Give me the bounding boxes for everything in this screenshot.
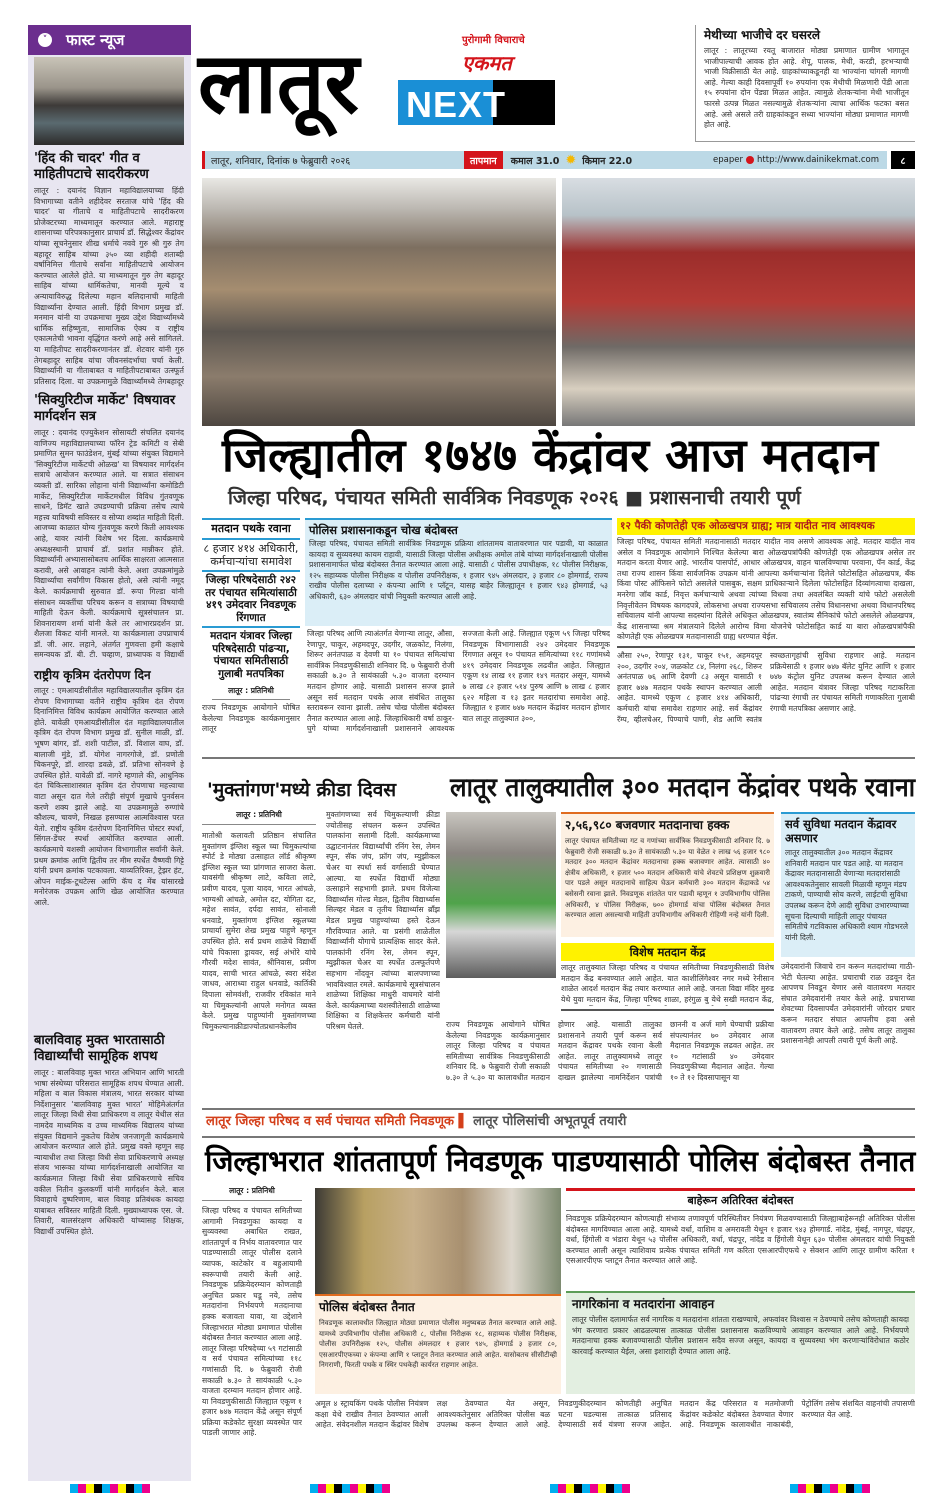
chevron-down-icon: ˅ bbox=[38, 33, 52, 47]
news-title: बालविवाह मुक्त भारतासाठी विद्यार्थ्यांची सामूहिक शपथ bbox=[34, 1033, 165, 1064]
highlight-text: मतदान पथके रवाना bbox=[202, 520, 300, 540]
top-right-story bbox=[695, 25, 915, 142]
story-body: लातूर : लातूरच्या रयतू बाजारात मोठ्या प्रमाणात ग्रामीण भागातून भाजीपाल्याची आवक होत आहे. शेपू, पालक, मेथी, करडी, हरभऱ्याची भाजी विक्रीसाठी येत आहे. ग्राहकांच्याकडूनही या भाज्यांना चांगली मागणी आहे. गेल्या काही दिवसापूर्वी १० रुपयांना एक मेथीची मिळणारी पेंडी आता १५ रुपयांना दोन पेंड्या मिळत आहेत. त्यामुळे शेतकऱ्यांना मेथी भाजीतून फारसे उत्पन्न मिळत नसल्यामुळे शेतकऱ्यांना त्याचा आर्थिक फटका बसत आहे. असे असले तरी ग्राहकांकडून सध्या भाज्यांना मोठ्या प्रमाणात मागणी होत आहे. bbox=[704, 46, 909, 130]
news-title: राष्ट्रीय कृत्रिम दंतरोपण दिन bbox=[34, 668, 151, 682]
kicker-red: लातूर जिल्हा परिषद व सर्व पंचायत समिती निवडणूक bbox=[206, 1114, 455, 1129]
box-body: लातूर पंचायत समितीच्या गट व गणांच्या सार्वत्रिक निवडणुकीसाठी शनिवार दि. ७ फेब्रुवारी रोजी सकाळी ७.३० ते सायंकाळी ५.३० या वेळेत २ लाख ५६ हजार ९८० मतदार ३०० मतदान केंद्रांवर मतदानाचा हक्क बजावणार आहेत. त्यासाठी ४० क्षेत्रीय अधिकारी, १ हजार ५०० मतदान अधिकारी यांचे शेवटचे प्रशिक्षण शुक्रवारी पार पडले असून मतदानाचे साहित्य घेऊन कर्मचारी ३०० मतदान केंद्राकडे ५४ बसेसनी रवाना झाले. निवडणूक शांततेत पार पडावी म्हणून १ उपविभागीय पोलिस अधिकारी, ४ पोलिस निरीक्षक, ७०० होमगार्ड यांचा पोलिस बंदोबस्त तैनात करण्यात आला असल्याची माहिती उपविभागीय अधिकारी रोहिणी नन्हे यांनी दिली. bbox=[565, 837, 770, 920]
box-body: लातूर तालुक्यातील ३०० मतदान केंद्रावर शनिवारी मतदान पार पडत आहे. या मतदान केंद्रावर मतदानासाठी येणाऱ्या मतदारांसाठी आवश्यकतेनुसार सावली मिळावी म्हणून मंडप टाकणे, पाण्याची सोय करणे, लाईटची सुविधा उपलब्ध करून देणे आदी सुविधा उभारण्याच्या सूचना दिल्याची माहिती लातूर पंचायत समितीचे गटविकास अधिकारी श्याम गोडभरले यांनी दिली. bbox=[785, 848, 909, 942]
box-title: २,५६,९८० बजवणार मतदानाचा हक्क bbox=[565, 818, 730, 832]
classroom-photo bbox=[34, 57, 184, 145]
muktangan-article bbox=[202, 810, 440, 1090]
temperature-label: तापमान bbox=[464, 151, 503, 169]
polling-material-distribution-photo bbox=[446, 812, 556, 978]
section-divider bbox=[202, 1136, 915, 1138]
article-body: जिल्हा परिषद व पंचायत समितीच्या आगामी निवडणुका कायदा व सुव्यवस्था अबाधित राखत, शांततापूर्ण व निर्भय वातावरणात पार पाडण्यासाठी लातूर पोलीस दलाने व्यापक, काटेकोर व बहुआयामी स्वरूपाची तयारी केली आहे. निवडणूक प्रक्रियेदरम्यान कोणताही अनुचित प्रकार घडू नये, तसेच मतदारांना निर्भयपणे मतदानाचा हक्क बजावता यावा, या उद्देशाने जिल्हाभरात मोठ्या प्रमाणात पोलीस बंदोबस्त तैनात करण्यात आला आहे. लातूर जिल्हा परिषदेच्या ५९ गटांसाठी व सर्व पंचायत समित्यांच्या ११८ गणांसाठी दि. ७ फेब्रुवारी रोजी सकाळी ७.३० ते सायंकाळी ५.३० वाजता दरम्यान मतदान होणार आहे. या निवडणुकीसाठी जिल्ह्यात एकूण १ हजार ७४७ मतदान केंद्रे असून संपूर्ण प्रक्रिया कडेकोट सुरक्षा व्यवस्थेत पार पाडली जाणार आहे. bbox=[202, 1206, 302, 1438]
byline: लातूर : प्रतिनिधी bbox=[212, 682, 290, 700]
fast-news-title: फास्ट न्यूज bbox=[66, 31, 125, 49]
box-body: जिल्हा परिषद, पंचायत समिती सार्वत्रिक निवडणूक प्रक्रिया शांततामय वातावरणात पार पडावी, या काळात कायदा व सुव्यवस्था कायम राहावी, यासाठी जिल्हा पोलीस अधीक्षक अमोल तांबे यांच्या मार्गदर्शनाखाली पोलीस प्रशासनामार्फत चोख बंदोबस्त तैनात करण्यात आला आहे. यासाठी ८ पोलीस उपाधीक्षक, १८ पोलीस निरीक्षक, १२५ सहाय्यक पोलीस निरीक्षक व पोलीस उपनिरीक्षक, १ हजार ९४५ अंमलदार, ३ हजार ८० होमगार्ड, राज्य राखीव पोलीस दलाच्या २ कंपन्या आणि १ प्लॅटून, यासह बाहेर जिल्ह्यातून १ हजार ९४३ होमगार्ड, ५३ अधिकारी, ६३० अंमलदार यांची नियुक्ती करण्यात आली आहे. bbox=[309, 539, 608, 601]
lead-article-body: जिल्हा परिषद आणि त्याअंतर्गत येणाऱ्या लातूर, औसा, रेणापूर, चाकूर, अहमदपूर, उदगीर, जळकोट, निलंगा, शिरूर अनंतपाळ व देवणी या १० पंचायत समित्यांचा सार्वत्रिक निवडणुकीसाठी शनिवार दि. ७ फेब्रुवारी रोजी सकाळी ७.३० ते सायंकाळी ५.३० वाजता दरम्यान मतदान होणार आहे. यासाठी प्रशासन सज्ज झाले असून सर्व मतदान पथके आज संबंधित तालुका स्तरावरून रवाना झाली. तसेच चोख पोलीस बंदोबस्त तैनात करण्यात आला आहे. जिल्हाधिकारी वर्षा ठाकूर-घुगे यांच्या मार्गदर्शनाखाली प्रशासनाने आवश्यक सज्जता केली आहे. जिल्ह्यात एकूण ५९ जिल्हा परिषद निवडणूक विभागासाठी २४२ उमेदवार निवडणूक रिंगणात असून १० पंचायत समित्यांच्या ११८ गणांमध्ये ४१९ उमेदवार निवडणूक लढवीत आहेत. जिल्ह्यात एकूण १४ लाख ११ हजार १४९ मतदार असून, यामध्ये ७ लाख ८२ हजार ५१४ पुरुष आणि ७ लाख ८ हजार ६२२ महिला व १३ इतर मतदारांचा समावेश आहे. जिल्ह्यात १ हजार ७४७ मतदान केंद्रांवर मतदान होणार यात लातूर तालुक्यात ३००, bbox=[307, 629, 610, 734]
highlight-text: ८ हजार ४१४ अधिकारी, कर्मचाऱ्यांचा समावेश bbox=[202, 540, 300, 572]
facility-box bbox=[781, 812, 915, 957]
box-title: पोलिस प्रशासनाकडून चोख बंदोबस्त bbox=[309, 523, 458, 537]
box-title: सर्व सुविधा मतदान केंद्रावर असणार bbox=[785, 817, 897, 845]
polling-bus-officials-photo bbox=[562, 178, 915, 426]
min-temp: किमान 22.0 bbox=[582, 155, 633, 167]
separator-icon: ▌ bbox=[458, 1114, 469, 1129]
masthead-title: लातूर bbox=[198, 34, 359, 132]
dateline: लातूर, शनिवार, दिनांक ७ फेब्रुवारी २०२६ bbox=[202, 151, 464, 169]
news-body: लातूर : दयानंद विज्ञान महाविद्यालयाच्या हिंदी विभागाच्या वतीने शहीदेवर सरताज यांचे 'हिंद की चादर' या गीताचे व माहितीपटाचे सादरीकरण प्रोजेक्टरच्या माध्यमातून करण्यात आले. महाराष्ट्र शासनाच्या परिपत्रकानुसार प्राचार्य डॉ. सिद्धेश्वर केंद्रांवर यांच्या सूचनेनुसार शीख धर्माचे नववे गुरु श्री गुरु तेग बहादूर साहिब यांच्या ३५० व्या शहीदी शताब्दी वर्षानिमित्त गीताचे सर्वांना माहितीपटाचे आयोजन करण्यात आलेले होते. या माध्यमातून गुरु तेग बहादूर साहिब यांच्या धार्मिकतेचा, मानवी मूल्ये व अन्यायाविरुद्ध दिलेल्या महान बलिदानाची माहिती विद्यार्थ्यांना देण्यात आली. हिंदी विभाग प्रमुख डॉ. मनमान यांनी या उपक्रमाचा मुख्य उद्देश विद्यार्थ्यांमध्ये धार्मिक सहिष्णुता, सामाजिक ऐक्य व राष्ट्रीय एकात्मतेची भावना वृद्धिंगत करणे आहे असे सांगितले. या माहितीपट सादरीकरणानंतर डॉ. शेटवार यांनी गुरु तेगबहादूर साहिब यांचा जीवनसंदर्भाचा चर्चा केली. विद्यार्थ्यांनी या गीताबाबत व माहितीपटाबाबत उत्स्फूर्त प्रतिसाद दिला. या उपक्रमामुळे विद्यार्थ्यांमध्ये तेगबहादूर bbox=[34, 186, 184, 386]
article-body: मातोश्री कलावती प्रतिष्ठान संचालित मुक्तांगण इंग्लिश स्कूल च्या चिमुकल्यांचा स्पोर्ट डे मोठ्या उत्साहात लॉर्ड श्रीकृष्ण इंग्लिश स्कूल च्या प्रांगणात साजरा केला. यावसंगी श्रीकृष्ण लाटे, कविता लाटे, प्रवीण यादव, पूजा यादव, भारत आंचळे, भाग्यश्री आंचळे, अमोल दट, योगिता दट, महेश सावंत, दर्पदा सावंत, सोनाली धनवाडे, मुक्तांगण इंग्लिश स्कूलच्या प्राचार्या सुमेरा शेख प्रमुख पाहुणे म्हणून उपस्थित होते. सर्व प्रथम शाळेचे विद्यार्थी यांचे पिकासा ड्रायवर, सई अंभोरे यांचे गौरवी मदेश सावंत, श्रीनिवास, प्रवीण यादव, साची भारत आंचळे, स्वरा संदेश जाधव, आराध्या राहुल धनवाडे, कार्तिकी दिपाला सोमवंशी, राजवीर रविकांत माने या चिमुकल्यांनी आपले मनोगत व्यक्त केले. प्रमुख पाहुण्यांनी मुक्तांगणच्या चिमुकल्यानाक्रीडाज्योतप्रधानकेलीव मुक्तांगणच्या सर्व चिमुकल्याणी क्रीडा ज्योतीसह संचलन करून उपस्थित पालकांना सलामी दिली. कार्यक्रमाच्या उद्घाटनानंतर विद्यार्थ्यांची रनिंग रेस, लेमन स्पून, सॅक जंप, फ्रॉग जंप, म्युझीकल चेअर या स्पर्धा सर्व वर्गासाठी घेण्यात आल्या. या स्पर्धेत विद्यार्थी मोठ्या उत्साहाने सहभागी झाले. प्रथम विजेत्या विद्यार्थ्यांस गोल्ड मेडल, द्वितीय विद्यार्थ्यास सिल्व्हर मेडल व तृतीय विद्यार्थ्यास ब्रॉंझ मेडल प्रमुख पाहुण्यांच्या हस्ते देऊन गौरविण्यात आले. या प्रसंगी शाळेतील विद्यार्थ्यांनी योगाचे प्रात्यक्षिक सादर केले. पालकांनी रनिंग रेस, लेमन स्पून, म्युझीकल चेअर या स्पर्धेत उत्स्फूर्तपणे सहभाग नोंदवून त्यांच्या बालपणाच्या भावविश्वात रमले. कार्यक्रमाचे सूत्रसंचालन शाळेच्या शिक्षिका माधुरी वाघमारे यांनी केले. कार्यक्रमाच्या यशस्वीतेसाठी शाळेच्या शिक्षिका व शिक्षकेत्तर कर्मचारी यांनी परिश्रम घेतले. bbox=[202, 810, 440, 1031]
news-title: 'सिक्युरिटीज मार्केट' विषयावर मार्गदर्शन सत्र bbox=[34, 393, 176, 424]
box-title: पोलिस बंदोबस्त तैनात bbox=[319, 1300, 415, 1314]
brand-tagline: पुरोगामी विचाराचे bbox=[462, 35, 525, 46]
section-divider bbox=[202, 1108, 915, 1110]
highlight-text: मतदान यंत्रावर जिल्हा परिषदेसाठी पांढऱ्या, पंचायत समितीसाठी गुलाबी मतपत्रिका bbox=[210, 630, 292, 680]
box-title: नागरिकांना व मतदारांना आवाहन bbox=[572, 1297, 715, 1311]
kicker-grey: लातूर पोलिसांची अभूतपूर्व तयारी bbox=[473, 1114, 627, 1129]
police-article-body: अमूल ४ स्ट्रायकिंग पथके पोलीस नियंत्रण कक्षा येथे राखीव तैनात ठेवण्यात आली आहेत. संवेदनशील मतदान केंद्रांवर विशेष लक्ष ठेवण्यात येत असून, आवश्यकतेनुसार अतिरिक्त पोलीस बळ उपलब्ध करून देण्यात आले आहे. निवडणुकीदरम्यान कोणतीही अनुचित घटना घडल्यास तात्काळ प्रतिसाद देण्यासाठी सर्व यंत्रणा सज्ज आहेत. मतदान केंद्र परिसरात व मतमोजणी केंद्रांवर कडेकोट बंदोबस्त ठेवण्यात येणार आहे. निवडणूक कालावधीत नाकाबंदी, पेट्रोलिंग तसेच संशयित वाहनांची तपासणी करण्यात येत आहे. bbox=[315, 1399, 915, 1430]
lead-sidebar bbox=[202, 518, 300, 753]
box-body: जिल्हा परिषद, पंचायत समिती मतदानासाठी मतदार यादीत नाव असणे आवश्यक आहे. मतदार यादीत नाव असेल व निवडणूक आयोगाने निश्चित केलेल्या बारा ओळखपत्रांपैकी कोणतेही एक ओळखपत्र असेल तर मतदान करता येणार आहे. भारतीय पासपोर्ट, आधार ओळखपत्र, वाहन चालविण्याचा परवाना, पॅन कार्ड, केंद्र तथा राज्य शासन किंवा सार्वजनिक उपक्रम यांनी आपल्या कर्मचाऱ्यांना दिलेले फोटोसहित ओळखपत्र, बँक किंवा पोस्ट ऑफिसने फोटो असलेले पासबुक, सक्षम प्राधिकाऱ्याने दिलेला फोटोसहित दिव्यांगत्वाचा दाखला, मनरेगा जॉब कार्ड, निवृत्त कर्मचाऱ्याचे अथवा त्यांच्या विधवा तथा अवलंबित व्यक्ती यांचे फोटो असलेली निवृत्तीवेतन विषयक कागदपत्रे, लोकसभा अथवा राज्यसभा सचिवालय तसेच विधानसभा अथवा विधानपरिषद सचिवालय यांनी आपल्या सदस्यांना दिलेले अधिकृत ओळखपत्र, स्वातंत्र्य सैनिकांचे फोटो असलेले ओळखपत्र, केंद्र शासनाच्या श्रम मंत्रालयाने दिलेले आरोग्य विमा योजनेचे फोटोसहित कार्ड या बारा ओळखपत्रांपैकी कोणतेही एक ओळखपत्र मतदानासाठी ग्राह्य धरण्यात येईल. bbox=[617, 537, 915, 642]
police-article bbox=[202, 1186, 302, 1476]
muktangan-headline: 'मुक्तांगण'मध्ये क्रीडा दिवस bbox=[207, 779, 397, 801]
news-body: लातूर : दयानंद एज्युकेशन सोसायटी संचलित दयानंद वाणिज्य महाविद्यालयाच्या फॉरेन ट्रेड कमिटी व सेबी प्रमाणित सुमन फाउंडेशन, मुंबई यांच्या संयुक्त विद्यमाने 'सिक्युरिटीज मार्केटची ओळख' या विषयावर मार्गदर्शन सत्राचे आयोजन करण्यात आले. या सत्रात संसाधन व्यक्ती डॉ. सारिका लोहाना यांनी विद्यार्थ्यांना कमोडिटी मार्केट, सिक्युरिटीज मार्केटमधील विविध गुंतवणूक साधने, डिमॅट खाते उघडण्याची प्रक्रिया तसेच त्याचे महत्त्व याविषयी सविस्तर व सोप्या शब्दांत माहिती दिली. आजच्या काळात योग्य गुंतवणूक करणे किती आवश्यक आहे, यावर त्यांनी विशेष भर दिला. कार्यक्रमाचे अध्यक्षस्थानी प्राचार्य डॉ. प्रशांत मान्नीकर होते. विद्यार्थ्यांनी अभ्यासासोबतच आर्थिक साक्षरता आत्मसात करावी, असे आवाहन त्यांनी केले. अशा उपक्रमांमुळे विद्यार्थ्यांचा सर्वांगीण विकास होतो, असे त्यांनी नमूद केले. कार्यक्रमाची सुरुवात डॉ. रूपा गिल्डा यांनी संसाधन व्यक्तींचा परिचय करून व सत्राच्या विषयाची माहिती देऊन केली. कार्यक्रमाचे सूत्रसंचालन प्रा. शिवनारायण शर्मा यांनी केले तर आभारप्रदर्शन प्रा. शैलजा विकट यांनी मानले. या कार्यक्रमाला उपप्राचार्य डॉ. जी. आर. लहाने, अंतर्गत गुणवत्ता हमी कक्षाचे समन्वयक डॉ. बी. टी. चव्हाण, प्राध्यापक व विद्यार्थी bbox=[34, 428, 184, 660]
globe-icon bbox=[746, 156, 754, 164]
police-security-box bbox=[305, 518, 612, 626]
taluka-headline: लातूर तालुक्यातील ३०० मतदान केंद्रांवर पथके रवाना bbox=[450, 773, 916, 803]
box-body: लातूर तालुक्यात जिल्हा परिषद व पंचायत समितीच्या निवडणुकीसाठी विशेष मतदान केंद्र बनवण्यात आले आहेत. यात काशीलिंगेश्वर नगर मध्ये रेनीसान शाळेत आदर्श मतदान केंद्र तयार करण्यात आले आहे. जनता विद्या मंदिर मुरुड येथे युवा मतदान केंद्र, जिल्हा परिषद शाळा, हरंगुळ बु येथे सखी मतदान केंद्र, bbox=[561, 963, 774, 1004]
lead-subhead: जिल्हा परिषद, पंचायत समिती सार्वत्रिक निवडणूक २०२६ ■ प्रशासनाची तयारी पूर्ण bbox=[228, 487, 801, 509]
police-route-march-photo bbox=[315, 1188, 561, 1294]
brand-logo: एकमत bbox=[462, 51, 512, 75]
fast-news-column bbox=[28, 25, 191, 1481]
story-title: मेथीच्या भाजीचे दर घसरले bbox=[704, 28, 821, 42]
taluka-article-body: राज्य निवडणूक आयोगाने घोषित केलेल्या निवडणूक कार्यक्रमानुसार लातूर जिल्हा परिषद व पंचायत समितीच्या सार्वत्रिक निवडणुकीसाठी शनिवार दि. ७ फेब्रुवारी रोजी सकाळी ७.३० ते ५.३० या कालावधीत मतदान होणार आहे. यासाठी तालुका प्रशासनाने तयारी पूर्ण करून सर्व मतदान केंद्रावर पथके रवाना केली आहेत. लातूर तालुक्यामध्ये लातूर पंचायत समितीच्या २० गणासाठी दाखल झालेल्या नामनिर्देशन पत्रांची छाननी व अर्ज मागे घेण्याची प्रक्रीया संपल्यानंतर ७० उमेदवार आज मैदानात निवडणूक लढवत आहेत. तर १० गटांसाठी ४० उमेदवार निवडणुकीच्या मैदानात आहेत. गेल्या १० ते १२ दिवसापासून या bbox=[446, 1020, 774, 1082]
sun-icon: ✹ bbox=[565, 152, 577, 168]
polling-staff-hall-photo bbox=[202, 178, 556, 426]
website-link[interactable]: http://www.dainikekmat.com bbox=[757, 155, 879, 165]
byline: लातूर : प्रतिनिधी bbox=[202, 810, 316, 825]
highlight-text: जिल्हा परिषदेसाठी २४२ तर पंचायत समित्यांसाठी ४१९ उमेदवार निवडणूक रिंगणात bbox=[202, 572, 300, 628]
page-number: ८ bbox=[891, 151, 915, 169]
id-proof-box bbox=[617, 518, 915, 750]
fast-news-header bbox=[28, 25, 191, 55]
citizen-appeal-box bbox=[566, 1291, 915, 1394]
lead-headline: जिल्ह्यातील १७४७ केंद्रांवर आज मतदान bbox=[222, 428, 878, 482]
police-headline: जिल्हाभरात शांततापूर्ण निवडणूक पाडण्यासाठी पोलिस बंदोबस्त तैनात bbox=[205, 1144, 916, 1178]
info-bar bbox=[202, 151, 915, 169]
article-body: उमेदवारांनी जिवाचे रान करून मतदारांच्या गाठी-भेटी घेतल्या आहेत. प्रचाराची राळ उडवून देत आपणच निवडून येणार असे वातावरण मतदार संघात उमेदवारांनी तयार केले आहे. प्रचाराच्या शेवटच्या दिवसापर्यंत उमेदवारांनी जोरदार प्रचार करून मतदार संघात आपलीच हवा असे वातावरण तयार केले आहे. तसेच लातूर तालुका प्रशासनानेही आपली तयारी पूर्ण केली आहे. bbox=[781, 962, 915, 1046]
news-title: 'हिंद की चादर' गीत व माहितीपटाचे सादरीकरण bbox=[34, 151, 149, 182]
police-deployment-box bbox=[315, 1294, 561, 1394]
box-title: विशेष मतदान केंद्र bbox=[561, 943, 774, 961]
news-body: लातूर : एमआयडीसीतील महाविद्यालयातील कृत्रिम दंत रोपण विभागाच्या वतीने राष्ट्रीय कृत्रिम दंत रोपण दिनानिमित्त विविध कार्यक्रम आयोजित करण्यात आले होते. यावेळी एमआयडीसीतील दंत महाविद्यालयातील कृत्रिम दंत रोपण विभाग प्रमुख डॉ. सुनील माळी, डॉ. भूषण बांगर, डॉ. शशी पाटील, डॉ. विशाल वाघ, डॉ. बालाजी मुंडे, डॉ. योगेश नागरगोजे, डॉ. प्रणोती चिकनपूरे, डॉ. शारदा डवळे, डॉ. प्रतिभा सोनवणे हे उपस्थित होते. यावेळी डॉ. नागरे म्हणाले की, आधुनिक दंत चिकित्साशास्त्रात कृत्रिम दंत रोपणाचा महत्त्वाचा वाटा असून दात गेले तरीही संपूर्ण मुखाचे पुनर्वसन करणे शक्य झाले आहे. या उपक्रमामुळे रुग्णांचे कौशल्य, चावणे, निखळ हसण्यास आत्मविश्वास परत येतो. राष्ट्रीय कृत्रिम दंतरोपण दिनानिमित्त पोस्टर स्पर्धा, सिंगल-डेंचर स्पर्धा आयोजित करण्यात आली. कार्यक्रमाचे यशस्वी आयोजन विभागातील सर्वांनी केले. प्रथम क्रमांक आणि द्वितीय तर मीम स्पर्धेत वैष्णवी गिट्टे यांनी प्रथम क्रमांक पटकावला. याव्यतिरिक्त, ट्रेझर हंट, ओपन माईक-टूथटेल्स आणि कॅच द मेंब यांसारखे मनोरंजक उपक्रम आणि खेळ आयोजित करण्यात आले. bbox=[34, 686, 184, 907]
print-registration-marks bbox=[70, 1484, 870, 1493]
box-body: लातूर पोलीस दलामार्फत सर्व नागरिक व मतदारांना शांतता राखण्याचे, अफवांवर विश्वास न ठेवण्याचे तसेच कोणताही कायदा भंग करणारा प्रकार आढळल्यास तात्काळ पोलीस प्रशासनास कळविण्याचे आवाहन करण्यात आले आहे. निर्भयपणे मतदानाचा हक्क बजावण्यासाठी पोलीस प्रशासन सदैव सज्ज असून, कायदा व सुव्यवस्था भंग करणाऱ्यांविरोधात कठोर कारवाई करण्यात येईल, असा इशाराही देण्यात आला आहे. bbox=[572, 1315, 909, 1356]
next-logo: NEXT bbox=[398, 80, 555, 125]
kicker bbox=[206, 1112, 915, 1132]
box-body: निवडणूक प्रक्रियेदरम्यान कोणत्याही संभाव्य तणावपूर्ण परिस्थितीवर नियंत्रण मिळवण्यासाठी जिल्ह्याबाहेरूनही अतिरिक्त पोलीस बंदोबस्त मागविण्यात आला आहे. यामध्ये वर्धा, वाशिम व अमरावती येथून १ हजार ९४३ होमगार्ड. नांदेड, मुंबई, नागपूर, चंद्रपूर, वर्धा, हिंगोली व भंडारा येथून ५३ पोलीस अधिकारी, वर्धा, चंद्रपूर, नांदेड व हिंगोली येथून ६३० पोलीस अंमलदार यांची नियुक्ती करण्यात आली असून त्याशिवाय प्रत्येक पंचायत समिती गण करिता एसआरपीएफचे २ सेक्शन आणि लातूर ग्रामीण करिता १ एसआरपीएफ प्लाटून तैनात करण्यात आले आहे. bbox=[566, 1214, 915, 1266]
box-body: निवडणूक कालावधीत जिल्ह्यात मोठ्या प्रमाणात पोलीस मनुष्यबळ तैनात करण्यात आले आहे. यामध्ये उपविभागीय पोलीस अधिकारी ८, पोलीस निरीक्षक १८, सहाय्यक पोलीस निरीक्षक, पोलीस उपनिरीक्षक १२५, पोलीस अंमलदार १ हजार ९४५, होमगार्ड ३ हजार ८०, एसआरपीएफच्या २ कंपन्या आणि १ प्लाटून तैनात करण्यात आले आहेत. यासोबतच सीसीटीव्ही निगराणी, फिरती पथके व स्थिर पथकेही कार्यरत राहणार आहेत. bbox=[319, 1319, 557, 1370]
voters-box bbox=[561, 812, 774, 937]
section-divider bbox=[202, 757, 915, 759]
special-booth-box bbox=[561, 943, 774, 1015]
extra-security-box bbox=[566, 1188, 915, 1288]
epaper-label: epaper bbox=[713, 155, 744, 165]
max-temp: कमाल 31.0 bbox=[510, 155, 560, 167]
news-body: लातूर : बालविवाह मुक्त भारत अभियान आणि भारती भाषा संस्थेच्या परिसरात सामूहिक शपथ घेण्यात आली. महिला व बाल विकास मंत्रालय, भारत सरकार यांच्या निर्देशानुसार ‘बालविवाह मुक्त भारत’ मोहिमेअंतर्गत लातूर जिल्हा विधी सेवा प्राधिकरण व लातूर येथील संत नामदेव माध्यमिक व उच्च माध्यमिक विद्यालय यांच्या संयुक्त विद्यमाने नुकतेच विशेष जनजागृती कार्यक्रमाचे आयोजन करण्यात आले होते. प्रमुख वक्ते म्हणून सह न्यायाधीश तथा जिल्हा विधी सेवा प्राधिकरणाचे अध्यक्ष संजय भारूका यांच्या मार्गदर्शनाखाली आयोजित या कार्यक्रमात जिल्हा विधी सेवा प्राधिकरणाचे सचिव वकील नितीन कुलकर्णी यांनी मार्गदर्शन केले. बाल विवाहाचे दुष्परिणाम, बाल विवाह प्रतिबंधक कायदा याबाबत सविस्तर माहिती दिली. मुख्याध्यापक एस. जे. तिवारी, बालसंरक्षण अधिकारी यांच्यासह शिक्षक, विद्यार्थी उपस्थित होते. bbox=[34, 1068, 184, 1236]
byline: लातूर : प्रतिनिधी bbox=[202, 1186, 302, 1201]
box-title: बाहेरून अतिरिक्त बंदोबस्त bbox=[566, 1191, 915, 1211]
article-body: राज्य निवडणूक आयोगाने घोषित केलेल्या निवडणूक कार्यक्रमानुसार लातूर bbox=[202, 703, 300, 734]
box-title: १२ पैकी कोणतेही एक ओळखपत्र ग्राह्य; मात्र यादीत नाव आवश्यक bbox=[617, 518, 915, 535]
article-body: औसा २५०, रेणापूर १३१, चाकूर १५१, अहमदपूर २००, उदगीर २०४, जळकोट ८४, निलंगा २६८, शिरूर अनंतपाळ ७६ आणि देवणी ८३ असून यासाठी १ हजार ७४७ मतदान पथके स्थापन करण्यात आली आहेत. यामध्ये एकूण ८ हजार ४१४ अधिकारी, कर्मचारी यांचा समावेश राहणार आहे. सर्व केंद्रांवर रॅम्प, व्हीलचेअर, पिण्याचे पाणी, शेड आणि स्वतंत्र स्वच्छतागृहांची सुविधा राहणार आहे. मतदान प्रक्रियेसाठी १ हजार ७४७ बॅलेट युनिट आणि १ हजार ७४७ कंट्रोल युनिट उपलब्ध करून देण्यात आले आहेत. मतदान यंत्रावर जिल्हा परिषद गटाकरिता पांढऱ्या रंगाची तर पंचायत समिती गणाकरिता गुलाबी रंगाची मतपत्रिका असणार आहे. bbox=[617, 651, 915, 724]
